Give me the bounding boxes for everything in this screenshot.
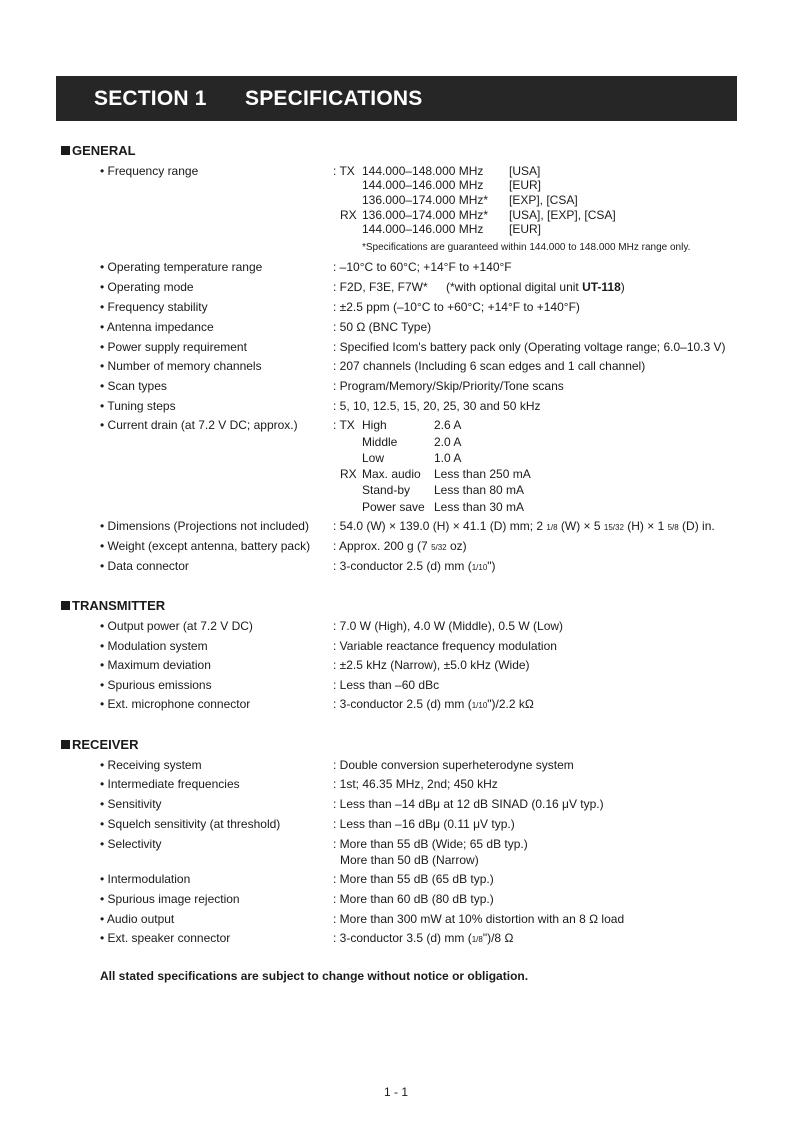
frequency-note: *Specifications are guaranteed within 144.000 to 148.000 MHz range only. [362,242,691,253]
square-bullet-icon [61,601,70,610]
spurious-emissions-value: : Less than –60 dBc [333,678,440,692]
receiving-system-label: • Receiving system [100,758,202,772]
image-rejection-value: : More than 60 dB (80 dB typ.) [333,892,494,906]
freq-range: 144.000–146.000 MHz [362,222,484,236]
sensitivity-value: : Less than –14 dBμ at 12 dB SINAD (0.16 μV typ.) [333,797,604,811]
sensitivity-label: • Sensitivity [100,797,162,811]
current-value: 1.0 A [434,451,462,465]
disclaimer-note: All stated specifications are subject to change without notice or obligation. [100,969,529,983]
freq-region: [EXP], [CSA] [509,193,578,207]
current-mode: Stand-by [362,483,411,497]
scan-types-label: • Scan types [100,379,167,393]
audio-output-value: : More than 300 mW at 10% distortion with an 8 Ω load [333,912,625,926]
section-number: SECTION 1 [94,87,207,110]
section-banner [56,76,737,121]
operating-temp-value: : –10°C to 60°C; +14°F to +140°F [333,260,512,274]
current-band: : TX [333,418,355,432]
data-connector-label: • Data connector [100,559,189,573]
weight-label: • Weight (except antenna, battery pack) [100,539,311,553]
current-mode: Middle [362,435,398,449]
square-bullet-icon [61,146,70,155]
frequency-range-label: • Frequency range [100,164,199,178]
current-mode: High [362,418,387,432]
selectivity-label: • Selectivity [100,837,162,851]
intermodulation-value: : More than 55 dB (65 dB typ.) [333,872,494,886]
weight-value: : Approx. 200 g (7 5/32 oz) [333,539,467,553]
current-band: RX [340,467,357,481]
modulation-value: : Variable reactance frequency modulation [333,639,557,653]
freq-range: 144.000–146.000 MHz [362,178,484,192]
intermediate-freq-value: : 1st; 46.35 MHz, 2nd; 450 kHz [333,777,498,791]
speaker-connector-value: : 3-conductor 3.5 (d) mm (1/8")/8 Ω [333,931,514,945]
receiving-system-value: : Double conversion superheterodyne system [333,758,574,772]
page-number: 1 - 1 [384,1085,409,1099]
data-connector-value: : 3-conductor 2.5 (d) mm (1/10") [333,559,496,573]
output-power-value: : 7.0 W (High), 4.0 W (Middle), 0.5 W (Low) [333,619,564,633]
transmitter-heading: TRANSMITTER [61,598,165,613]
squelch-label: • Squelch sensitivity (at threshold) [100,817,281,831]
freq-range: 144.000–148.000 MHz [362,164,484,178]
audio-output-label: • Audio output [100,912,175,926]
scan-types-value: : Program/Memory/Skip/Priority/Tone scans [333,379,564,393]
receiver-heading: RECEIVER [61,737,138,752]
dimensions-label: • Dimensions (Projections not included) [100,519,309,533]
power-supply-label: • Power supply requirement [100,340,247,354]
freq-region: [EUR] [509,178,542,192]
operating-mode-label: • Operating mode [100,280,194,294]
antenna-impedance-value: : 50 Ω (BNC Type) [333,320,432,334]
memory-channels-value: : 207 channels (Including 6 scan edges and 1 call channel) [333,359,646,373]
mic-connector-label: • Ext. microphone connector [100,697,251,711]
operating-temp-label: • Operating temperature range [100,260,263,274]
dimensions-value: : 54.0 (W) × 139.0 (H) × 41.1 (D) mm; 2 1/8 (W) × 5 15/32 (H) × 1 5/8 (D) in. [333,519,715,533]
speaker-connector-label: • Ext. speaker connector [100,931,231,945]
current-value: Less than 80 mA [434,483,525,497]
tuning-steps-label: • Tuning steps [100,399,176,413]
image-rejection-label: • Spurious image rejection [100,892,240,906]
current-drain-label: • Current drain (at 7.2 V DC; approx.) [100,418,298,432]
current-value: 2.0 A [434,435,462,449]
freq-band: RX [340,208,357,222]
operating-mode-note: (*with optional digital unit UT-118) [446,280,625,294]
frequency-stability-value: : ±2.5 ppm (–10°C to +60°C; +14°F to +140°F) [333,300,580,314]
max-deviation-label: • Maximum deviation [100,658,211,672]
square-bullet-icon [61,740,70,749]
section-title: SPECIFICATIONS [245,87,423,110]
current-mode: Power save [362,500,425,514]
intermodulation-label: • Intermodulation [100,872,191,886]
selectivity-value-narrow: More than 50 dB (Narrow) [340,853,479,867]
power-supply-value: : Specified Icom's battery pack only (Operating voltage range; 6.0–10.3 V) [333,340,726,354]
freq-region: [USA] [509,164,541,178]
freq-region: [USA], [EXP], [CSA] [509,208,616,222]
freq-band: : TX [333,164,355,178]
current-value: Less than 250 mA [434,467,531,481]
current-value: 2.6 A [434,418,462,432]
memory-channels-label: • Number of memory channels [100,359,262,373]
intermediate-freq-label: • Intermediate frequencies [100,777,240,791]
spurious-emissions-label: • Spurious emissions [100,678,212,692]
frequency-stability-label: • Frequency stability [100,300,208,314]
general-heading: GENERAL [61,143,136,158]
tuning-steps-value: : 5, 10, 12.5, 15, 20, 25, 30 and 50 kHz [333,399,541,413]
squelch-value: : Less than –16 dBμ (0.11 μV typ.) [333,817,515,831]
current-value: Less than 30 mA [434,500,525,514]
selectivity-value-wide: : More than 55 dB (Wide; 65 dB typ.) [333,837,528,851]
antenna-impedance-label: • Antenna impedance [100,320,214,334]
mic-connector-value: : 3-conductor 2.5 (d) mm (1/10")/2.2 kΩ [333,697,534,711]
output-power-label: • Output power (at 7.2 V DC) [100,619,253,633]
operating-mode-value: : F2D, F3E, F7W* [333,280,428,294]
current-mode: Low [362,451,385,465]
freq-range: 136.000–174.000 MHz* [362,208,489,222]
freq-region: [EUR] [509,222,542,236]
max-deviation-value: : ±2.5 kHz (Narrow), ±5.0 kHz (Wide) [333,658,530,672]
current-mode: Max. audio [362,467,421,481]
modulation-label: • Modulation system [100,639,208,653]
freq-range: 136.000–174.000 MHz* [362,193,489,207]
